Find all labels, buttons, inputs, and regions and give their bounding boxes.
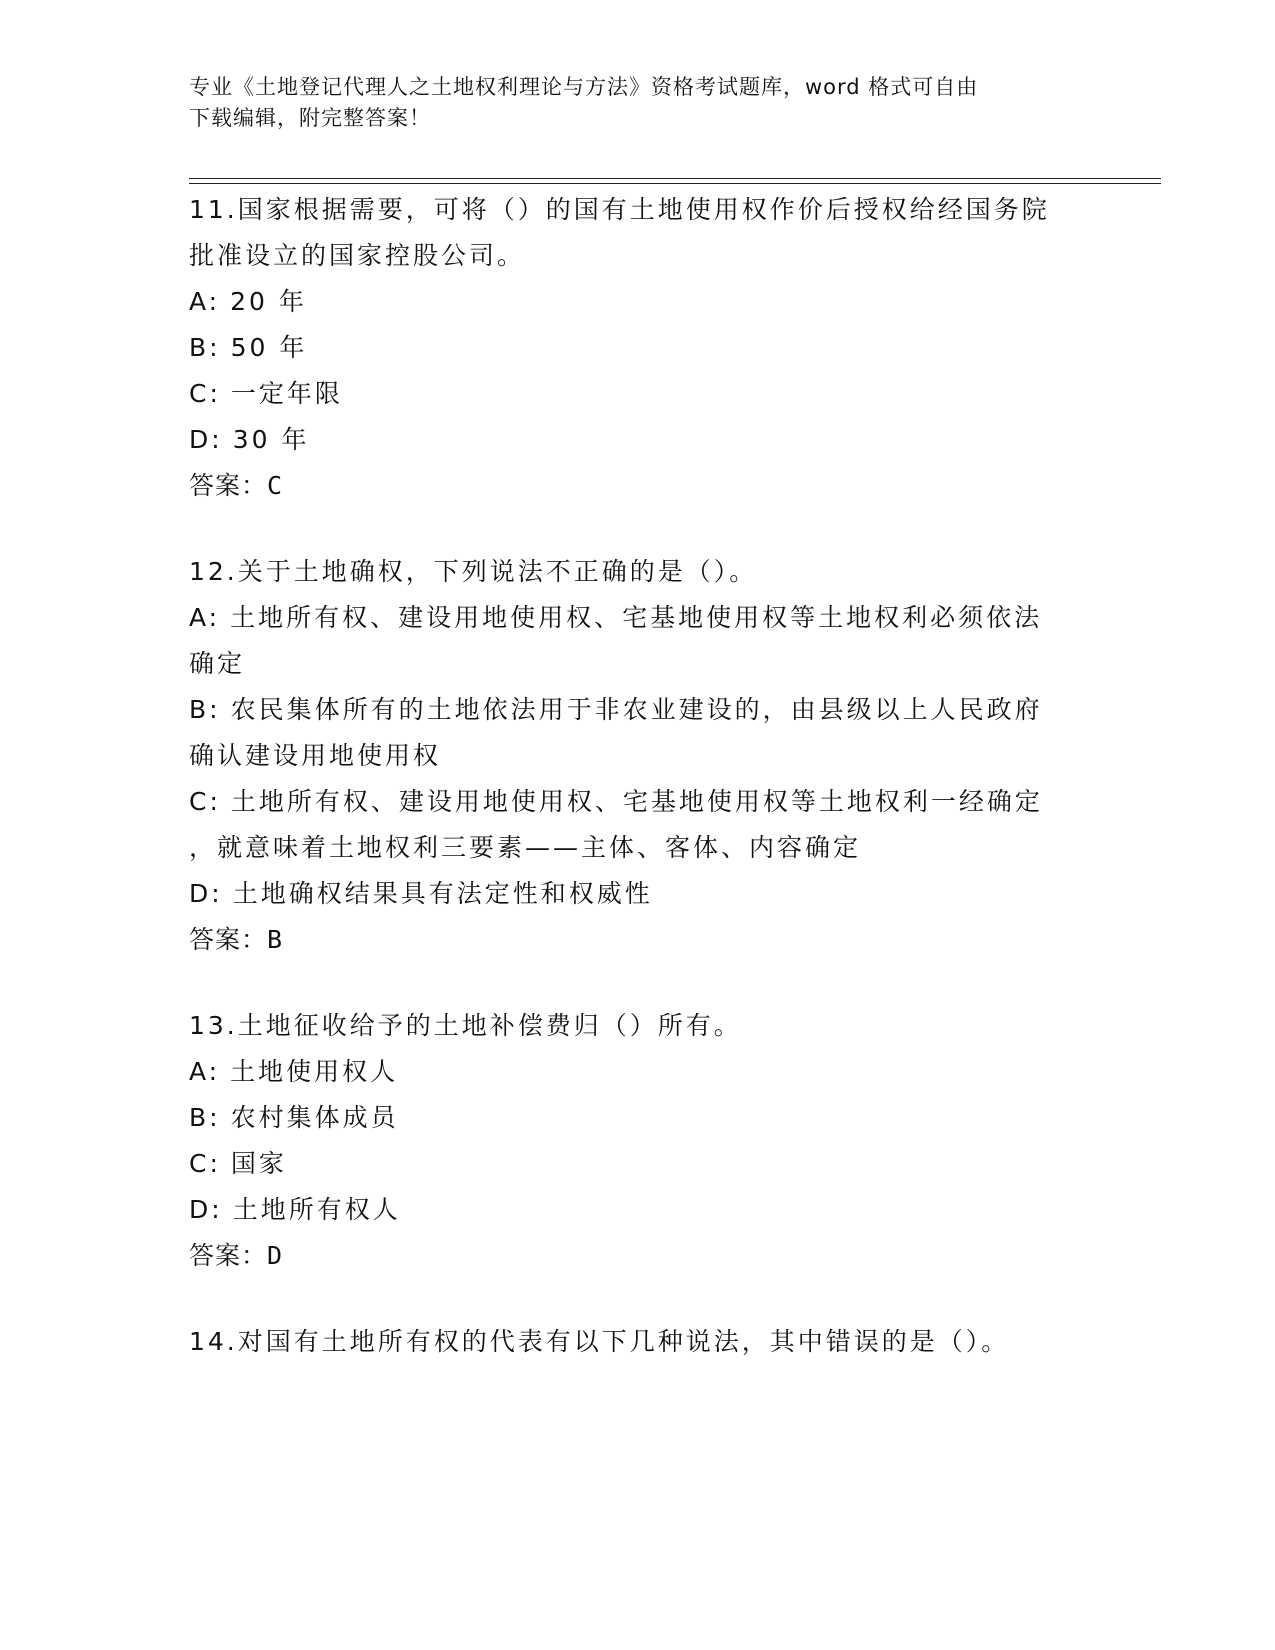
option-text: 土地所有权、建设用地使用权、宅基地使用权等土地权利必须依法: [230, 603, 1043, 632]
option-letter: A:: [189, 1057, 221, 1086]
header-divider-bottom: [189, 183, 1161, 184]
option-d: [189, 417, 1089, 463]
question-stem: 13.土地征收给予的土地补偿费归（）所有。: [189, 1011, 742, 1040]
option-letter: D:: [189, 425, 223, 454]
answer-line: [189, 1233, 1089, 1279]
option-a-continued: 确定: [189, 649, 246, 678]
option-letter: B:: [189, 1103, 221, 1132]
answer-label: 答案：: [189, 471, 268, 500]
option-c-continued: ，就意味着土地权利三要素——主体、客体、内容确定: [189, 833, 862, 862]
option-text: 农民集体所有的土地依法用于非农业建设的，由县级以上人民政府: [230, 695, 1043, 724]
option-letter: C:: [189, 379, 221, 408]
question-stem-continued: 批准设立的国家控股公司。: [189, 241, 526, 270]
option-b-continued: 确认建设用地使用权: [189, 741, 442, 770]
answer-label: 答案：: [189, 925, 268, 954]
option-text: 一定年限: [230, 379, 343, 408]
option-b: [189, 687, 1089, 733]
option-letter: A:: [189, 603, 221, 632]
option-a: [189, 279, 1089, 325]
option-letter: D:: [189, 879, 223, 908]
option-b: [189, 1095, 1089, 1141]
document-header: [189, 72, 1089, 134]
question-stem: 12.关于土地确权，下列说法不正确的是（）。: [189, 557, 758, 586]
answer-line: [189, 463, 1089, 509]
option-d: [189, 871, 1089, 917]
option-text: 土地所有权人: [232, 1195, 401, 1224]
answer-value: B: [267, 925, 284, 954]
answer-label: 答案：: [189, 1241, 268, 1270]
option-d: [189, 1187, 1089, 1233]
option-text: 土地使用权人: [230, 1057, 399, 1086]
option-text: 30 年: [232, 425, 310, 454]
answer-value: D: [267, 1241, 284, 1270]
question-14: [189, 1319, 1089, 1365]
option-b: [189, 325, 1089, 371]
question-stem: 11.国家根据需要，可将（）的国有土地使用权作价后授权给经国务院: [189, 195, 1050, 224]
option-text: 土地所有权、建设用地使用权、宅基地使用权等土地权利一经确定: [230, 787, 1043, 816]
question-stem: 14.对国有土地所有权的代表有以下几种说法，其中错误的是（）。: [189, 1327, 1010, 1356]
option-text: 农村集体成员: [230, 1103, 399, 1132]
option-c: [189, 371, 1089, 417]
option-a: [189, 595, 1089, 641]
option-letter: D:: [189, 1195, 223, 1224]
option-c: [189, 1141, 1089, 1187]
option-letter: C:: [189, 787, 221, 816]
header-divider-top: [189, 178, 1161, 179]
option-text: 20 年: [230, 287, 307, 316]
answer-value: C: [267, 471, 284, 500]
option-letter: B:: [189, 333, 221, 362]
answer-line: [189, 917, 1089, 963]
option-text: 国家: [230, 1149, 287, 1178]
option-letter: C:: [189, 1149, 221, 1178]
option-a: [189, 1049, 1089, 1095]
header-line-1: 专业《土地登记代理人之土地权利理论与方法》资格考试题库，word 格式可自由: [189, 75, 979, 99]
option-text: 50 年: [230, 333, 308, 362]
option-letter: A:: [189, 287, 221, 316]
option-letter: B:: [189, 695, 221, 724]
question-list: [189, 187, 1089, 1405]
option-text: 土地确权结果具有法定性和权威性: [232, 879, 653, 908]
question-12: [189, 549, 1089, 963]
header-line-2: 下载编辑，附完整答案！: [189, 106, 431, 130]
option-c: [189, 779, 1089, 825]
question-11: [189, 187, 1089, 509]
question-13: [189, 1003, 1089, 1279]
